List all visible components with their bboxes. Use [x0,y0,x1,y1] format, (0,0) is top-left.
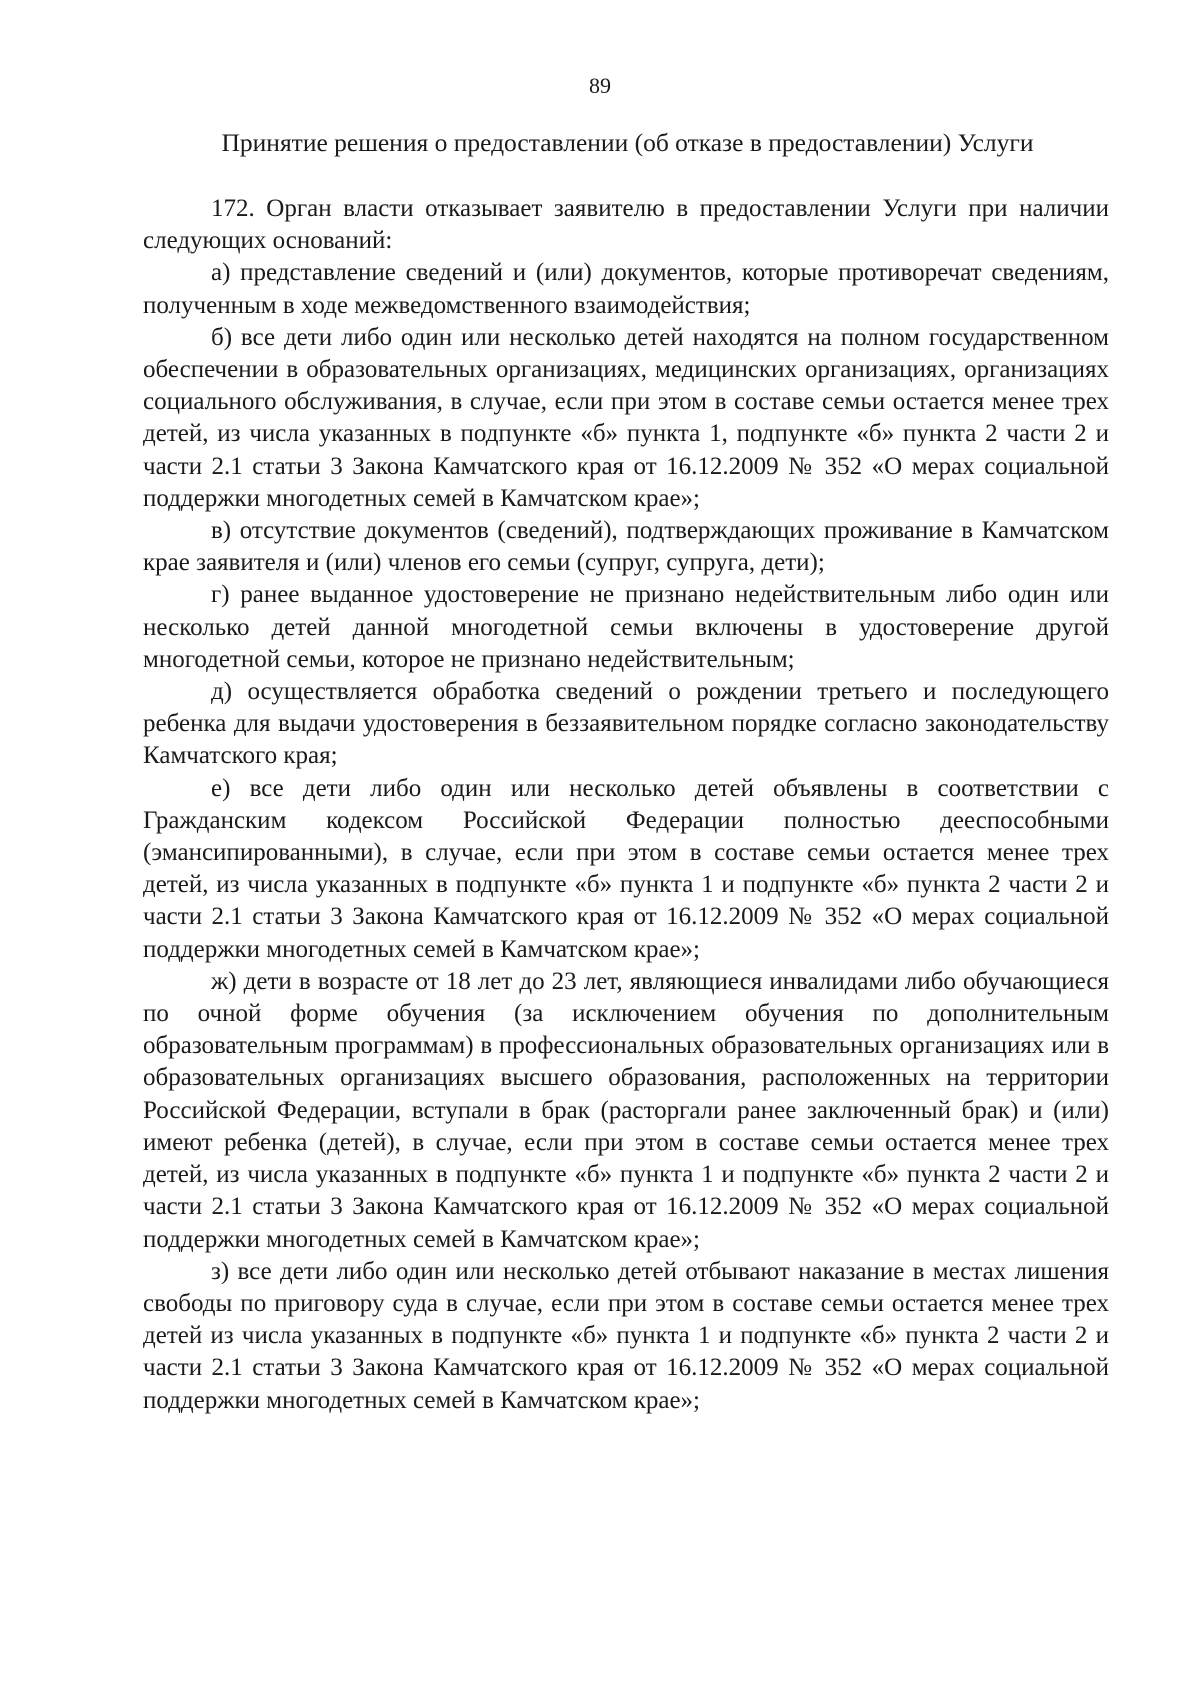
section-heading: Принятие решения о предоставлении (об отказе в предоставлении) Услуги [221,128,1034,157]
paragraph-item-z: з) все дети либо один или несколько детей отбывают наказание в местах лишения свободы по приговору суда в случае, если при этом в составе семьи остается менее трех детей из числа указанных в подпункте «б» пункта 1 и подпункте «б» пункта 2 части 2 и части 2.1 статьи 3 Закона Камчатского края от 16.12.2009 № 352 «О мерах социальной поддержки многодетных семей в Камчатском крае»; [143,1257,1109,1414]
paragraph-item-b: б) все дети либо один или несколько детей находятся на полном государственном обеспечении в образовательных организациях, медицинских организациях, организациях социального обслуживания, в случае, если при этом в составе семьи остается менее трех детей, из числа указанных в подпункте «б» пункта 1, подпункте «б» пункта 2 части 2 и части 2.1 статьи 3 Закона Камчатского края от 16.12.2009 № 352 «О мерах социальной поддержки многодетных семей в Камчатском крае»; [143,323,1109,512]
paragraph-172: 172. Орган власти отказывает заявителю в предоставлении Услуги при наличии следующих оснований: [143,195,1109,255]
paragraph-item-v: в) отсутствие документов (сведений), подтверждающих проживание в Камчатском крае заявителя и (или) членов его семьи (супруг, супруга, дети); [143,517,1109,577]
paragraph-item-d: д) осуществляется обработка сведений о рождении третьего и последующего ребенка для выдачи удостоверения в беззаявительном порядке согласно законодательству Камчатского края; [143,678,1109,770]
paragraph-item-a: а) представление сведений и (или) документов, которые противоречат сведениям, полученным в ходе межведомственного взаимодействия; [143,259,1109,319]
document-body [143,193,1109,1417]
page-number: 89 [589,73,611,98]
paragraph-item-zh: ж) дети в возрасте от 18 лет до 23 лет, являющиеся инвалидами либо обучающиеся по очной форме обучения (за исключением обучения по дополнительным образовательным программам) в профессиональных образовательных организациях или в образовательных организациях высшего образования, расположенных на территории Российской Федерации, вступали в брак (расторгали ранее заключенный брак) и (или) имеют ребенка (детей), в случае, если при этом в составе семьи остается менее трех детей, из числа указанных в подпункте «б» пункта 1 и подпункте «б» пункта 2 части 2 и части 2.1 статьи 3 Закона Камчатского края от 16.12.2009 № 352 «О мерах социальной поддержки многодетных семей в Камчатском крае»; [143,967,1109,1253]
paragraph-item-e: е) все дети либо один или несколько детей объявлены в соответствии с Гражданским кодексом Российской Федерации полностью дееспособными (эмансипированными), в случае, если при этом в составе семьи остается менее трех детей, из числа указанных в подпункте «б» пункта 1 и подпункте «б» пункта 2 части 2 и части 2.1 статьи 3 Закона Камчатского края от 16.12.2009 № 352 «О мерах социальной поддержки многодетных семей в Камчатском крае»; [143,774,1109,963]
paragraph-item-g: г) ранее выданное удостоверение не признано недействительным либо один или несколько детей данной многодетной семьи включены в удостоверение другой многодетной семьи, которое не признано недействительным; [143,581,1109,673]
